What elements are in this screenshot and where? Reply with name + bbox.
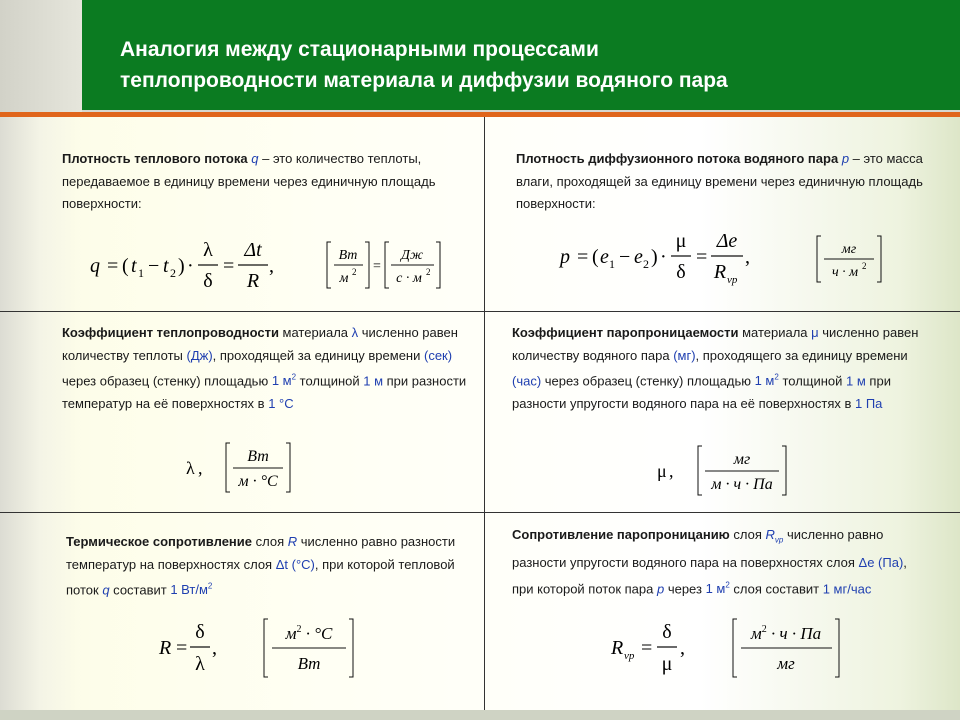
f5-lhs: R xyxy=(159,637,172,659)
f1-lhs: q xyxy=(90,255,100,277)
conductivity-unit-joule: (Дж) xyxy=(186,347,213,363)
vapor-resistance-unit-de: Δe (Па) xyxy=(858,555,904,571)
vapor-flux-term: Плотность диффузионного потока водяного пара xyxy=(516,151,839,166)
f6-num: δ xyxy=(662,621,672,643)
vapor-resistance-area-value: 1 м xyxy=(705,580,726,596)
permeability-area-sup: 2 xyxy=(774,373,779,382)
f6-comma: , xyxy=(680,637,685,659)
f1-eq: = xyxy=(107,255,119,277)
f2-eq2: = xyxy=(696,246,708,268)
vapor-resistance-formula xyxy=(608,615,848,683)
permeability-unit-pa: 1 Па xyxy=(855,395,883,411)
thermal-resistance-unit-flux xyxy=(170,582,212,597)
f2-num2: Δe xyxy=(716,230,738,252)
permeability-definition xyxy=(512,322,932,415)
title-line-1: Аналогия между стационарными процессами xyxy=(120,38,599,61)
f2-num1: μ xyxy=(675,230,687,252)
thermal-resistance-text-c: , при которой тепловой поток xyxy=(66,556,455,598)
f6-lhs-sub: vp xyxy=(624,650,635,662)
vapor-resistance-symbol-sub: vp xyxy=(774,535,784,545)
f2-comma: , xyxy=(745,246,750,268)
f6-den: μ xyxy=(661,653,673,675)
f2-den1: δ xyxy=(676,261,686,283)
thermal-resistance-term: Термическое сопротивление xyxy=(66,534,253,549)
vapor-resistance-symbol-base: R xyxy=(765,527,775,542)
conductivity-unit-thickness: 1 м xyxy=(363,373,384,389)
f6-unit-num-tail: · ч · Па xyxy=(766,624,822,643)
f1-dot: · xyxy=(187,255,194,277)
thermal-resistance-symbol: R xyxy=(287,534,298,549)
f1-num2: Δt xyxy=(244,239,262,261)
permeability-unit-mg: (мг) xyxy=(673,347,696,363)
thermal-resistance-flux-sup: 2 xyxy=(207,582,213,591)
f5-unit-den: Вт xyxy=(297,654,321,673)
u1-den2: с · м xyxy=(396,271,422,286)
f5-unit-num-tail: · °C xyxy=(301,624,333,643)
thermal-resistance-text-b: численно равно разности температур на поверхностях слоя xyxy=(66,534,456,572)
vapor-resistance-definition xyxy=(512,524,932,600)
f5-eq: = xyxy=(176,637,188,659)
f1-t2: t xyxy=(163,255,169,277)
u1-num1: Вт xyxy=(338,248,358,263)
page-title xyxy=(120,34,728,96)
thermal-resistance-q: q xyxy=(102,582,110,598)
f2-e1: e xyxy=(600,246,609,268)
column-divider xyxy=(484,117,485,720)
permeability-text-c: , проходящего за единицу времени xyxy=(695,347,908,363)
thermal-resistance-unit-dt: Δt (°С) xyxy=(275,556,315,572)
thermal-resistance-text-d: составит xyxy=(109,582,171,598)
vapor-resistance-unit-rate: 1 мг/час xyxy=(822,580,872,596)
f2-close: ) xyxy=(651,246,658,268)
f3-comma: , xyxy=(198,458,203,478)
permeability-area-value: 1 м xyxy=(754,373,775,389)
permeability-symbol: μ xyxy=(811,325,819,340)
permeability-formula xyxy=(654,443,794,499)
f5-unit-num-sup: 2 xyxy=(296,624,302,635)
heat-flux-definition xyxy=(62,148,462,216)
f6-eq: = xyxy=(641,637,653,659)
f6-unit-num xyxy=(750,624,821,643)
u1-den1: м xyxy=(339,271,349,286)
f1-eq2: = xyxy=(223,255,235,277)
f4-den: м · ч · Па xyxy=(711,476,773,493)
f1-sub2: 2 xyxy=(170,266,176,280)
f2-sub1: 1 xyxy=(609,257,615,271)
vapor-resistance-term: Сопротивление паропроницанию xyxy=(512,527,730,542)
permeability-text-b: численно равен количеству водяного пара xyxy=(512,325,919,363)
vapor-flux-text: – это масса влаги, проходящей за единицу времени через единичную площадь поверхности: xyxy=(516,151,923,211)
permeability-unit-hour: (час) xyxy=(512,373,542,389)
f1-num1: λ xyxy=(203,239,213,261)
f3-den: м · °C xyxy=(238,473,278,490)
f1-sub1: 1 xyxy=(138,266,144,280)
f5-unit-num xyxy=(285,624,333,643)
vapor-resistance-text-a: слоя xyxy=(729,527,766,542)
permeability-text-a: материала xyxy=(738,325,812,340)
f1-open: ( xyxy=(122,255,129,277)
conductivity-text-d: через образец (стенку) площадью xyxy=(62,373,272,389)
f2-open: ( xyxy=(592,246,599,268)
u2-den: ч · м xyxy=(831,265,859,280)
conductivity-symbol: λ xyxy=(351,325,359,340)
vapor-resistance-text-d: через xyxy=(664,580,706,596)
vapor-resistance-text-b: численно равно разности упругости водяного пара на поверхностях слоя xyxy=(512,527,884,571)
f1-minus: − xyxy=(148,255,160,277)
vapor-resistance-text-c: , при которой поток пара xyxy=(512,555,907,596)
u2-num: мг xyxy=(841,242,857,257)
conductivity-unit-degree: 1 °С xyxy=(268,395,294,411)
bottom-band xyxy=(0,710,960,720)
conductivity-area-value: 1 м xyxy=(271,373,292,389)
f2-eq: = xyxy=(577,246,589,268)
row-divider-1 xyxy=(0,311,960,312)
f5-den: λ xyxy=(195,653,205,675)
f3-num: Вт xyxy=(247,448,269,465)
vapor-resistance-symbol xyxy=(765,527,784,545)
permeability-text-f: при разности упругости водяного пара на её поверхностях в xyxy=(512,373,891,411)
conductivity-text-a: материала xyxy=(278,325,352,340)
permeability-unit-area xyxy=(755,373,779,388)
f1-den2: R xyxy=(246,270,260,292)
f6-unit-num-sup: 2 xyxy=(761,624,767,635)
heat-flux-units xyxy=(325,240,450,290)
f1-comma: , xyxy=(269,255,274,277)
permeability-unit-thickness: 1 м xyxy=(846,373,866,389)
thermal-resistance-flux-value: 1 Вт/м xyxy=(170,582,208,598)
u1-den2-sup: 2 xyxy=(426,267,431,277)
conductivity-area-sup: 2 xyxy=(291,373,297,382)
f4-sym: μ xyxy=(657,461,667,481)
u1-num2: Дж xyxy=(401,248,423,263)
f1-close: ) xyxy=(178,255,185,277)
vapor-flux-symbol: p xyxy=(841,151,850,166)
vapor-flux-units xyxy=(815,234,887,284)
thermal-resistance-formula xyxy=(156,615,376,683)
vapor-resistance-unit-area xyxy=(706,581,730,596)
f6-lhs: R xyxy=(611,637,624,659)
f2-sub2: 2 xyxy=(643,257,649,271)
conductivity-term: Коэффициент теплопроводности xyxy=(62,325,279,340)
f2-minus: − xyxy=(619,246,631,268)
f6-unit-num-base: м xyxy=(750,624,762,643)
f2-e2: e xyxy=(634,246,643,268)
f2-lhs: p xyxy=(560,246,570,268)
conductivity-text-b: численно равен количеству теплоты xyxy=(62,325,458,363)
f1-den1: δ xyxy=(203,270,213,292)
heat-flux-term: Плотность теплового потока xyxy=(62,151,248,166)
f1-t1: t xyxy=(131,255,137,277)
title-line-2: теплопроводности материала и диффузии водяного пара xyxy=(120,69,728,92)
heat-flux-symbol: q xyxy=(251,151,259,166)
f3-sym: λ xyxy=(186,458,195,478)
heat-flux-formula xyxy=(85,232,285,296)
permeability-text-e: толщиной xyxy=(778,373,847,389)
conductivity-text-c: , проходящей за единицу времени xyxy=(212,347,424,363)
u2-den-sup: 2 xyxy=(862,261,867,271)
f4-comma: , xyxy=(669,461,674,481)
f2-den2-sub: vp xyxy=(727,274,738,286)
thermal-resistance-text-a: слоя xyxy=(252,534,288,549)
u1-den1-sup: 2 xyxy=(352,267,357,277)
heat-flux-text: – это количество теплоты, передаваемое в единицу времени через единичную площадь поверхности: xyxy=(62,151,436,211)
vapor-resistance-text-e: слоя составит xyxy=(729,580,823,596)
permeability-text-d: через образец (стенку) площадью xyxy=(541,373,755,389)
permeability-term: Коэффициент паропроницаемости xyxy=(512,325,739,340)
conductivity-unit-area xyxy=(272,373,296,388)
title-banner xyxy=(82,0,960,110)
f5-num: δ xyxy=(195,621,205,643)
conductivity-formula xyxy=(183,440,298,496)
f2-dot: · xyxy=(660,246,667,268)
vapor-flux-definition xyxy=(516,148,936,216)
f4-num: мг xyxy=(733,451,751,468)
vapor-flux-formula xyxy=(555,225,760,291)
conductivity-text-e: толщиной xyxy=(296,373,364,389)
f5-unit-num-base: м xyxy=(285,624,297,643)
conductivity-definition xyxy=(62,322,472,415)
f5-comma: , xyxy=(212,637,217,659)
vapor-resistance-area-sup: 2 xyxy=(725,580,730,590)
thermal-resistance-definition xyxy=(66,531,476,602)
f2-den2: R xyxy=(713,261,727,283)
u1-eq: = xyxy=(373,259,381,274)
vapor-resistance-p: p xyxy=(656,580,665,596)
conductivity-text-f: при разности температур на её поверхностях в xyxy=(62,373,467,411)
conductivity-unit-sec: (сек) xyxy=(424,347,453,363)
f6-unit-den: мг xyxy=(777,654,795,673)
row-divider-2 xyxy=(0,512,960,513)
